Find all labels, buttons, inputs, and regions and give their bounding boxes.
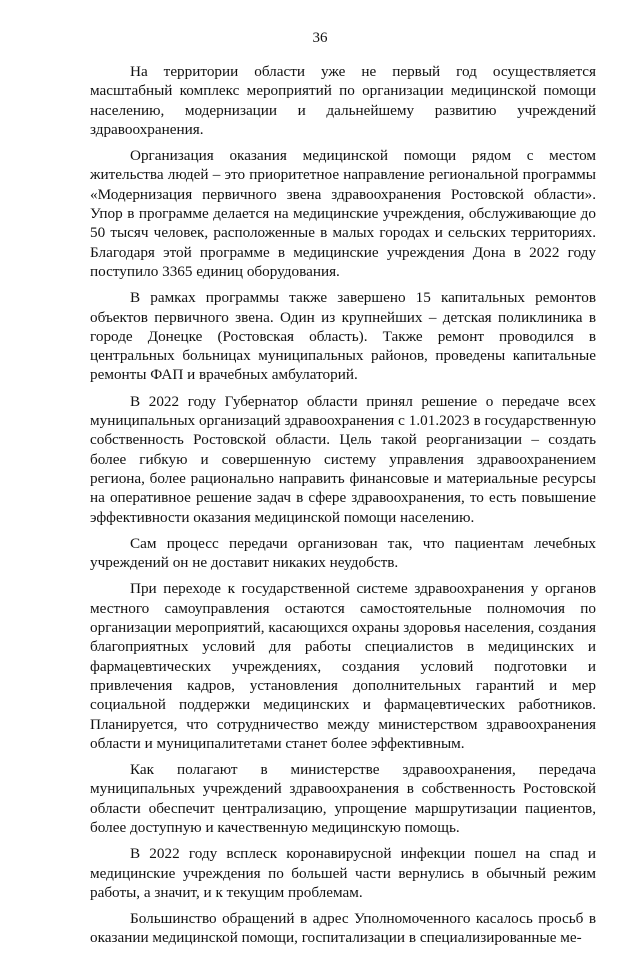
paragraph: В рамках программы также завершено 15 капитальных ремонтов объектов первичного звена. Один из крупнейших – детская поликлиника в городе Донецке (Ростовская область). Также ремонт проводился в центральных больницах муниципальных районов, проведены капитальные ремонты ФАП и врачебных амбулаторий.	[90, 289, 596, 384]
paragraph: Сам процесс передачи организован так, что пациентам лечебных учреждений он не доставит никаких неудобств.	[90, 534, 596, 572]
paragraph: В 2022 году всплеск коронавирусной инфекции пошел на спад и медицинские учреждения по большей части вернулись в обычный режим работы, а значит, и к текущим проблемам.	[90, 845, 596, 901]
document-body	[90, 62, 596, 955]
paragraph: На территории области уже не первый год осуществляется масштабный комплекс мероприятий по организации медицинской помощи населению, модернизации и дальнейшему развитию учреждений здравоохранения.	[90, 63, 596, 138]
paragraph: Организация оказания медицинской помощи рядом с местом жительства людей – это приоритетное направление региональной программы «Модернизация первичного звена здравоохранения Ростовской области». Упор в программе делается на медицинские учреждения, обслуживающие до 50 тысяч человек, расположенные в малых городах и сельских территориях. Благодаря этой программе в медицинские учреждения Дона в 2022 году поступило 3365 единиц оборудования.	[90, 147, 596, 280]
paragraph: В 2022 году Губернатор области принял решение о передаче всех муниципальных организаций здравоохранения с 1.01.2023 в государственную собственность Ростовской области. Цель такой реорганизации – создать более гибкую и совершенную систему управления здравоохранением региона, более рационально направить финансовые и материальные ресурсы на оперативное решение задач в сфере здравоохранения, то есть повышение эффективности оказания медицинской помощи населению.	[90, 392, 596, 526]
paragraph: Как полагают в министерстве здравоохранения, передача муниципальных учреждений здравоохранения в собственность Ростовской области обеспечит централизацию, упрощение маршрутизации пациентов, более доступную и качественную медицинскую помощь.	[90, 761, 596, 836]
paragraph: При переходе к государственной системе здравоохранения у органов местного самоуправления остаются самостоятельные полномочия по организации мероприятий, касающихся охраны здоровья населения, создания благоприятных условий для работы специалистов в медицинских и фармацевтических учреждениях, создания условий подготовки и привлечения кадров, установления дополнительных гарантий и мер социальной поддержки медицинских и фармацевтических работников. Планируется, что сотрудничество между министерством здравоохранения области и муниципалитетами станет более эффективным.	[90, 580, 596, 752]
page-number: 36	[312, 30, 328, 46]
paragraph: Большинство обращений в адрес Уполномоченного касалось просьб в оказании медицинской помощи, госпитализации в специализированные ме-	[90, 910, 596, 947]
